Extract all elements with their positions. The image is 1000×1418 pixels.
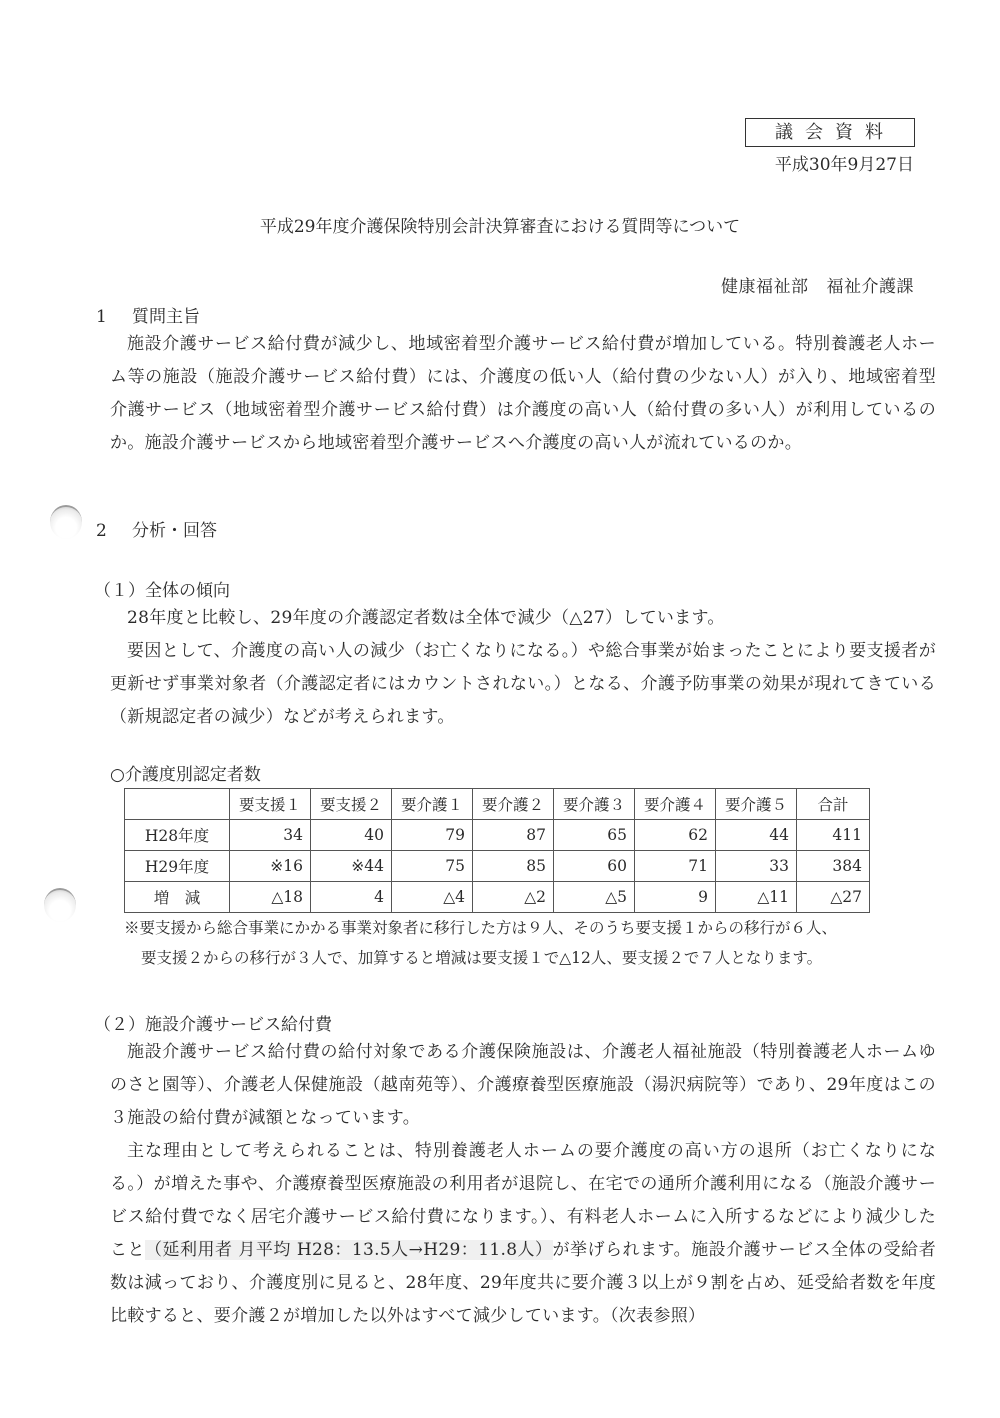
table-cell: △18 [230, 882, 311, 913]
table-cell: 9 [635, 882, 716, 913]
section-name: 福祉介護課 [826, 277, 914, 297]
subsection-1-heading: （１）全体の傾向 [94, 581, 230, 601]
section-1-heading [96, 302, 200, 327]
section-title: 質問主旨 [132, 307, 200, 327]
table-cell: 4 [311, 882, 392, 913]
table-cell: △2 [473, 882, 554, 913]
table-cell: ※44 [311, 851, 392, 882]
subsection-1-body [110, 602, 936, 734]
table-cell: △11 [716, 882, 797, 913]
section-1-body [110, 328, 936, 460]
certification-count-table [124, 788, 870, 913]
column-header: 要介護１ [392, 789, 473, 820]
row-label: H28年度 [125, 820, 230, 851]
table-cell: 79 [392, 820, 473, 851]
footnote-line: 要支援２からの移行が３人で、加算すると増減は要支援１で△12人、要支援２で７人となります。 [141, 949, 823, 967]
highlighted-usage-figures: （延利用者 月平均 H28：13.5人→H29：11.8人） [145, 1240, 553, 1260]
table-row [125, 851, 870, 882]
table-row [125, 820, 870, 851]
document-date: 平成30年9月27日 [774, 155, 914, 175]
document-title: 平成29年度介護保険特別会計決算審査における質問等について [259, 217, 741, 237]
paragraph: 28年度と比較し、29年度の介護認定者数は全体で減少（△27）しています。 [127, 608, 725, 628]
row-label: H29年度 [125, 851, 230, 882]
footnote-line: ※要支援から総合事業にかかる事業対象者に移行した方は９人、そのうち要支援１からの移行が６人、 [124, 919, 838, 937]
column-header: 要支援１ [230, 789, 311, 820]
row-label: 増 減 [125, 882, 230, 913]
subsection-2-heading: （２）施設介護サービス給付費 [94, 1015, 332, 1035]
table-cell: △5 [554, 882, 635, 913]
table-cell: 384 [797, 851, 870, 882]
column-header: 合計 [797, 789, 870, 820]
subsection-2-body [110, 1036, 936, 1333]
section-number: 1 [96, 307, 107, 327]
paragraph: 施設介護サービス給付費の給付対象である介護保険施設は、介護老人福祉施設（特別養護老人ホームゆのさと園等）、介護老人保健施設（越南苑等）、介護療養型医療施設（湯沢病院等）であり、29年度はこの３施設の給付費が減額となっています。 [110, 1042, 936, 1128]
section-title: 分析・回答 [132, 521, 217, 541]
column-header: 要介護２ [473, 789, 554, 820]
council-document-stamp: 議会資料 [745, 118, 915, 147]
paragraph [110, 1135, 936, 1333]
table-cell: 65 [554, 820, 635, 851]
table-cell: ※16 [230, 851, 311, 882]
table-row [125, 882, 870, 913]
table-cell: 411 [797, 820, 870, 851]
column-header: 要介護４ [635, 789, 716, 820]
table-cell: 85 [473, 851, 554, 882]
table-cell: △27 [797, 882, 870, 913]
section-2-heading [96, 516, 217, 541]
department-name: 健康福祉部 [721, 277, 809, 297]
table-cell: 40 [311, 820, 392, 851]
table-cell: 87 [473, 820, 554, 851]
table-cell: 62 [635, 820, 716, 851]
table-cell: 34 [230, 820, 311, 851]
table-cell: 44 [716, 820, 797, 851]
table-corner-cell [125, 789, 230, 820]
table-cell: 71 [635, 851, 716, 882]
table-caption: ○介護度別認定者数 [110, 765, 261, 785]
table-cell: △4 [392, 882, 473, 913]
paragraph-text: が挙げられます。施設介護サービス全体の受給者数は減っており、介護度別に見ると、28年度、29年度共に要介護３以上が９割を占め、延受給者数を年度比較すると、要介護２が増加した以外はすべて減少しています。（次表参照） [110, 1240, 936, 1326]
table-header-row [125, 789, 870, 820]
section-number: 2 [96, 521, 107, 541]
table-cell: 33 [716, 851, 797, 882]
punch-hole-bottom [44, 888, 76, 922]
column-header: 要介護３ [554, 789, 635, 820]
column-header: 要介護５ [716, 789, 797, 820]
paragraph-text: 主な理由として考えられることは、特別養護老人ホームの要介護度の高い方の退所（お亡くなりになる。）が増えた事や、介護療養型医療施設の利用者が退院し、在宅での通所介護利用になる（施設介護サービス給付費でなく居宅介護サービス給付費になります。）、有料老人ホームに入所するなどにより減少したこと [110, 1141, 936, 1260]
question-summary-text: 施設介護サービス給付費が減少し、地域密着型介護サービス給付費が増加している。特別養護老人ホーム等の施設（施設介護サービス給付費）には、介護度の低い人（給付費の少ない人）が入り、地域密着型介護サービス（地域密着型介護サービス給付費）は介護度の高い人（給付費の多い人）が利用しているのか。施設介護サービスから地域密着型介護サービスへ介護度の高い人が流れているのか。 [110, 334, 936, 453]
column-header: 要支援２ [311, 789, 392, 820]
table-footnote [124, 913, 924, 973]
table-cell: 75 [392, 851, 473, 882]
table-cell: 60 [554, 851, 635, 882]
department-line [721, 272, 914, 297]
punch-hole-top [50, 505, 82, 539]
paragraph: 要因として、介護度の高い人の減少（お亡くなりになる。）や総合事業が始まったことにより要支援者が更新せず事業対象者（介護認定者にはカウントされない。）となる、介護予防事業の効果が現れてきている（新規認定者の減少）などが考えられます。 [110, 641, 936, 727]
